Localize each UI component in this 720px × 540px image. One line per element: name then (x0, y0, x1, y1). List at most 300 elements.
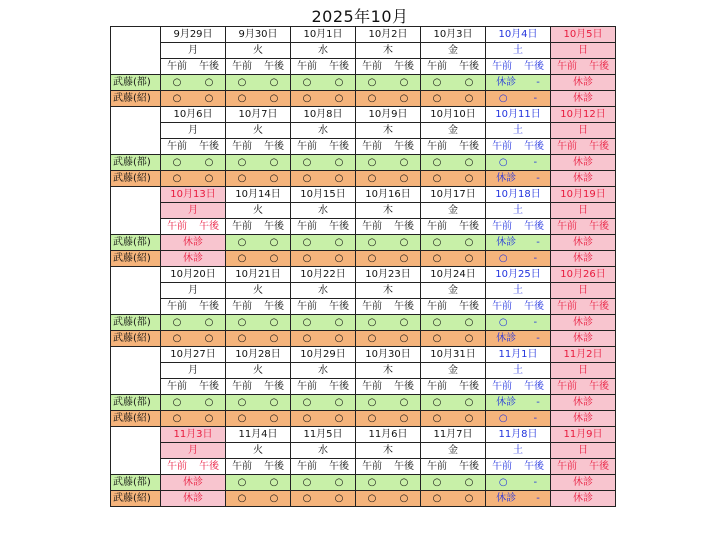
day-date-cell (551, 347, 616, 363)
pm-status: - (533, 157, 538, 168)
pm-status: ○ (399, 333, 409, 344)
day-date: 10月31日 (430, 349, 476, 360)
day-dow-cell (486, 123, 551, 139)
pm-status: - (536, 173, 540, 184)
pm-label: 午後 (329, 221, 349, 232)
am-status: ○ (432, 253, 442, 264)
doctor-row-sho (111, 251, 616, 267)
day-date: 10月29日 (300, 349, 346, 360)
availability-pair (421, 155, 485, 170)
availability-pair (421, 75, 485, 90)
availability-cell (356, 251, 421, 267)
day-dow-cell (291, 363, 356, 379)
availability-cell (356, 235, 421, 251)
am-status: ○ (367, 77, 377, 88)
availability-cell (226, 315, 291, 331)
ampm-cell (161, 219, 226, 235)
day-date-cell (486, 347, 551, 363)
availability-cell (486, 491, 551, 507)
am-status: ○ (237, 93, 247, 104)
doctor-row-tofu (111, 235, 616, 251)
am-label: 午前 (362, 141, 382, 152)
ampm-cell (356, 299, 421, 315)
closed-mark: 休診 (573, 397, 593, 408)
availability-cell (551, 251, 616, 267)
pm-label: 午後 (264, 301, 284, 312)
doctor-name: 武藤(都) (113, 157, 151, 168)
day-of-week: 日 (578, 45, 588, 56)
am-status: 休診 (496, 333, 517, 344)
day-date: 11月2日 (563, 349, 603, 360)
doctor-name: 武藤(紹) (113, 493, 151, 504)
pm-status: ○ (334, 253, 344, 264)
day-date: 10月11日 (495, 109, 541, 120)
day-date: 10月18日 (495, 189, 541, 200)
pm-status: ○ (269, 157, 279, 168)
row-label-blank (111, 107, 161, 155)
closed-mark: 休診 (183, 493, 203, 504)
day-date-cell (291, 347, 356, 363)
availability-cell (161, 395, 226, 411)
day-date-cell (486, 267, 551, 283)
availability-pair (486, 171, 550, 186)
dow-row (111, 123, 616, 139)
availability-cell (356, 91, 421, 107)
am-label: 午前 (167, 301, 187, 312)
doctor-name: 武藤(紹) (113, 413, 151, 424)
day-dow-cell (161, 443, 226, 459)
ampm-pair (486, 139, 550, 154)
ampm-cell (421, 299, 486, 315)
day-date-cell (421, 427, 486, 443)
availability-cell (161, 171, 226, 187)
availability-cell (421, 411, 486, 427)
day-date: 10月6日 (173, 109, 213, 120)
pm-status: - (533, 317, 538, 328)
availability-cell (161, 75, 226, 91)
day-date-cell (551, 27, 616, 43)
availability-pair (486, 315, 550, 330)
pm-status: ○ (399, 173, 409, 184)
closed-mark: 休診 (573, 317, 593, 328)
day-dow-cell (551, 43, 616, 59)
day-of-week: 火 (253, 205, 263, 216)
day-dow-cell (486, 363, 551, 379)
day-date-cell (291, 27, 356, 43)
pm-label: 午後 (524, 381, 544, 392)
day-date-cell (421, 107, 486, 123)
day-date: 10月28日 (235, 349, 281, 360)
am-status: ○ (237, 477, 247, 488)
day-date: 11月7日 (433, 429, 473, 440)
day-date: 10月7日 (238, 109, 278, 120)
availability-pair (226, 315, 290, 330)
pm-status: ○ (464, 157, 474, 168)
availability-cell (421, 171, 486, 187)
pm-label: 午後 (329, 461, 349, 472)
am-status: ○ (432, 77, 442, 88)
pm-status: ○ (399, 93, 409, 104)
day-of-week: 木 (383, 445, 393, 456)
pm-status: ○ (269, 317, 279, 328)
am-label: 午前 (362, 461, 382, 472)
availability-pair (161, 155, 225, 170)
ampm-pair (421, 139, 485, 154)
ampm-pair (421, 379, 485, 394)
ampm-pair (486, 219, 550, 234)
ampm-cell (486, 59, 551, 75)
day-date-cell (486, 27, 551, 43)
ampm-pair (161, 379, 225, 394)
am-label: 午前 (557, 141, 577, 152)
am-status: ○ (367, 397, 377, 408)
ampm-pair (291, 379, 355, 394)
date-row (111, 27, 616, 43)
availability-pair (291, 75, 355, 90)
doctor-row-tofu (111, 155, 616, 171)
day-of-week: 火 (253, 45, 263, 56)
availability-cell (486, 411, 551, 427)
day-of-week: 水 (318, 45, 328, 56)
day-of-week: 火 (253, 285, 263, 296)
am-status: ○ (498, 253, 508, 264)
day-date: 10月24日 (430, 269, 476, 280)
ampm-pair (551, 299, 615, 314)
am-label: 午前 (167, 461, 187, 472)
day-dow-cell (226, 363, 291, 379)
ampm-pair (291, 459, 355, 474)
day-of-week: 土 (513, 125, 523, 136)
availability-cell (551, 315, 616, 331)
pm-label: 午後 (524, 461, 544, 472)
am-label: 午前 (297, 381, 317, 392)
pm-status: ○ (204, 93, 214, 104)
ampm-pair (421, 299, 485, 314)
availability-cell (551, 395, 616, 411)
pm-status: ○ (464, 477, 474, 488)
pm-status: ○ (269, 253, 279, 264)
availability-cell (226, 411, 291, 427)
date-row (111, 267, 616, 283)
doctor-name: 武藤(紹) (113, 173, 151, 184)
availability-pair (161, 411, 225, 426)
am-status: ○ (432, 157, 442, 168)
day-date-cell (161, 347, 226, 363)
am-status: ○ (302, 477, 312, 488)
availability-pair (486, 235, 550, 250)
am-label: 午前 (232, 221, 252, 232)
day-date-cell (291, 427, 356, 443)
day-of-week: 火 (253, 125, 263, 136)
availability-pair (161, 395, 225, 410)
availability-cell (356, 475, 421, 491)
day-dow-cell (291, 123, 356, 139)
am-label: 午前 (232, 141, 252, 152)
ampm-cell (421, 59, 486, 75)
ampm-cell (551, 219, 616, 235)
availability-pair (356, 315, 420, 330)
doctor-label (111, 315, 161, 331)
day-of-week: 火 (253, 445, 263, 456)
pm-label: 午後 (459, 221, 479, 232)
day-dow-cell (421, 363, 486, 379)
am-status: ○ (432, 93, 442, 104)
availability-cell (356, 331, 421, 347)
pm-status: ○ (334, 77, 344, 88)
am-status: ○ (302, 397, 312, 408)
availability-cell (421, 155, 486, 171)
availability-cell (356, 315, 421, 331)
ampm-cell (226, 59, 291, 75)
day-date: 10月3日 (433, 29, 473, 40)
am-label: 午前 (297, 61, 317, 72)
doctor-name: 武藤(紹) (113, 253, 151, 264)
day-date-cell (161, 107, 226, 123)
am-status: 休診 (496, 173, 517, 184)
availability-cell (291, 235, 356, 251)
ampm-pair (161, 299, 225, 314)
pm-status: ○ (334, 493, 344, 504)
ampm-pair (226, 59, 290, 74)
ampm-cell (421, 459, 486, 475)
doctor-row-sho (111, 331, 616, 347)
am-label: 午前 (232, 301, 252, 312)
am-label: 午前 (167, 221, 187, 232)
ampm-pair (356, 459, 420, 474)
day-dow-cell (486, 43, 551, 59)
pm-label: 午後 (459, 141, 479, 152)
ampm-pair (356, 139, 420, 154)
am-label: 午前 (427, 301, 447, 312)
day-dow-cell (356, 123, 421, 139)
day-dow-cell (486, 283, 551, 299)
day-dow-cell (161, 203, 226, 219)
day-dow-cell (486, 203, 551, 219)
day-dow-cell (551, 443, 616, 459)
availability-cell (486, 315, 551, 331)
am-status: ○ (237, 253, 247, 264)
am-status: ○ (172, 173, 182, 184)
am-status: ○ (237, 157, 247, 168)
day-date-cell (421, 347, 486, 363)
availability-cell (551, 75, 616, 91)
availability-cell (421, 315, 486, 331)
availability-pair (291, 235, 355, 250)
day-of-week: 土 (513, 285, 523, 296)
am-status: ○ (432, 477, 442, 488)
availability-cell (291, 91, 356, 107)
ampm-pair (551, 59, 615, 74)
row-label-blank (111, 187, 161, 235)
pm-label: 午後 (329, 301, 349, 312)
ampm-pair (226, 299, 290, 314)
availability-pair (486, 155, 550, 170)
availability-cell (291, 75, 356, 91)
doctor-name: 武藤(都) (113, 77, 151, 88)
am-status: 休診 (496, 493, 517, 504)
pm-status: ○ (269, 493, 279, 504)
pm-status: ○ (269, 397, 279, 408)
doctor-label (111, 251, 161, 267)
am-status: ○ (432, 317, 442, 328)
ampm-pair (551, 379, 615, 394)
day-date-cell (226, 187, 291, 203)
am-label: 午前 (232, 461, 252, 472)
availability-cell (291, 491, 356, 507)
ampm-cell (421, 379, 486, 395)
closed-mark: 休診 (183, 237, 203, 248)
pm-status: ○ (204, 413, 214, 424)
date-row (111, 107, 616, 123)
closed-mark: 休診 (573, 77, 593, 88)
availability-cell (226, 75, 291, 91)
availability-cell (226, 331, 291, 347)
pm-status: ○ (399, 77, 409, 88)
pm-status: ○ (204, 317, 214, 328)
availability-pair (486, 411, 550, 426)
ampm-cell (551, 379, 616, 395)
pm-status: ○ (464, 493, 474, 504)
day-date-cell (356, 107, 421, 123)
ampm-cell (291, 379, 356, 395)
day-dow-cell (226, 43, 291, 59)
am-status: ○ (432, 397, 442, 408)
day-date: 10月13日 (170, 189, 216, 200)
day-of-week: 木 (383, 365, 393, 376)
pm-status: ○ (334, 333, 344, 344)
doctor-row-tofu (111, 395, 616, 411)
day-date-cell (226, 107, 291, 123)
day-dow-cell (226, 443, 291, 459)
am-status: ○ (172, 157, 182, 168)
ampm-pair (226, 219, 290, 234)
doctor-name: 武藤(都) (113, 317, 151, 328)
ampm-row (111, 139, 616, 155)
day-of-week: 月 (188, 45, 198, 56)
day-date: 10月17日 (430, 189, 476, 200)
am-status: ○ (498, 157, 508, 168)
day-dow-cell (356, 203, 421, 219)
day-of-week: 金 (448, 365, 458, 376)
availability-cell (486, 75, 551, 91)
day-dow-cell (421, 443, 486, 459)
availability-cell (161, 91, 226, 107)
availability-cell (356, 491, 421, 507)
ampm-cell (486, 459, 551, 475)
day-date: 11月9日 (563, 429, 603, 440)
ampm-cell (551, 459, 616, 475)
pm-status: ○ (334, 317, 344, 328)
am-label: 午前 (427, 221, 447, 232)
availability-pair (226, 171, 290, 186)
availability-cell (291, 411, 356, 427)
day-date: 10月16日 (365, 189, 411, 200)
availability-pair (226, 235, 290, 250)
day-dow-cell (356, 443, 421, 459)
availability-pair (291, 171, 355, 186)
ampm-pair (161, 139, 225, 154)
availability-pair (161, 91, 225, 106)
availability-cell (551, 235, 616, 251)
am-label: 午前 (427, 381, 447, 392)
closed-mark: 休診 (573, 253, 593, 264)
day-date-cell (421, 27, 486, 43)
am-status: ○ (498, 317, 508, 328)
am-label: 午前 (362, 61, 382, 72)
availability-cell (161, 411, 226, 427)
day-date-cell (421, 267, 486, 283)
am-status: ○ (237, 333, 247, 344)
day-date-cell (161, 187, 226, 203)
pm-status: ○ (399, 397, 409, 408)
pm-status: - (533, 413, 538, 424)
availability-pair (291, 475, 355, 490)
am-status: ○ (498, 477, 508, 488)
day-date-cell (161, 427, 226, 443)
availability-pair (486, 491, 550, 506)
day-date-cell (486, 187, 551, 203)
ampm-cell (161, 59, 226, 75)
doctor-row-tofu (111, 75, 616, 91)
am-status: ○ (367, 493, 377, 504)
availability-cell (421, 331, 486, 347)
day-dow-cell (356, 363, 421, 379)
day-dow-cell (161, 43, 226, 59)
pm-label: 午後 (199, 221, 219, 232)
availability-pair (161, 315, 225, 330)
date-row (111, 347, 616, 363)
day-date: 11月1日 (498, 349, 538, 360)
am-status: ○ (172, 413, 182, 424)
availability-pair (291, 491, 355, 506)
day-dow-cell (356, 283, 421, 299)
day-date-cell (551, 107, 616, 123)
pm-label: 午後 (394, 461, 414, 472)
pm-status: ○ (204, 333, 214, 344)
ampm-pair (161, 59, 225, 74)
day-date: 11月4日 (238, 429, 278, 440)
pm-status: ○ (269, 173, 279, 184)
pm-status: ○ (464, 397, 474, 408)
ampm-cell (161, 379, 226, 395)
am-label: 午前 (297, 141, 317, 152)
day-dow-cell (421, 203, 486, 219)
availability-cell (356, 411, 421, 427)
day-dow-cell (291, 203, 356, 219)
day-date-cell (356, 427, 421, 443)
pm-status: ○ (464, 173, 474, 184)
am-status: ○ (367, 317, 377, 328)
day-date: 10月27日 (170, 349, 216, 360)
availability-pair (421, 251, 485, 266)
availability-pair (421, 235, 485, 250)
pm-label: 午後 (264, 61, 284, 72)
pm-label: 午後 (199, 61, 219, 72)
day-date: 10月9日 (368, 109, 408, 120)
availability-cell (486, 91, 551, 107)
availability-cell (226, 251, 291, 267)
schedule-table (110, 26, 616, 507)
day-dow-cell (551, 283, 616, 299)
ampm-cell (161, 299, 226, 315)
row-label-blank (111, 347, 161, 395)
availability-cell (486, 171, 551, 187)
am-label: 午前 (557, 381, 577, 392)
availability-pair (291, 251, 355, 266)
ampm-cell (291, 459, 356, 475)
dow-row (111, 43, 616, 59)
doctor-label (111, 155, 161, 171)
